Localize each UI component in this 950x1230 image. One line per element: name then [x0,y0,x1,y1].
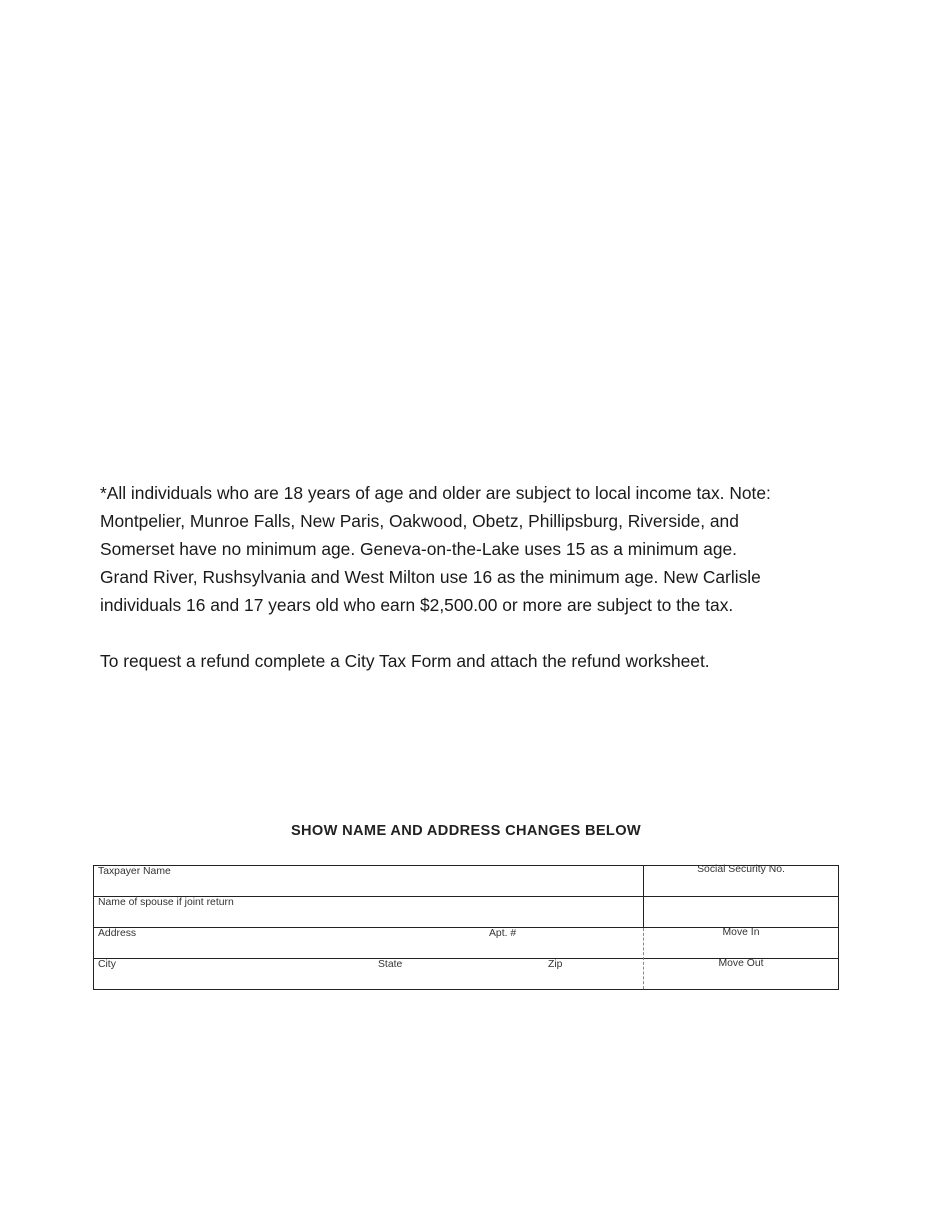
note-line: Grand River, Rushsylvania and West Milton use 16 as the minimum age. New Carlisle [100,567,761,587]
move-in-field[interactable]: Move In [722,927,760,938]
note-line: individuals 16 and 17 years old who earn $2,500.00 or more are subject to the tax. [100,595,734,615]
address-field[interactable]: Address [98,928,137,939]
taxpayer-name-field[interactable]: Taxpayer Name [98,866,171,877]
note-line: Montpelier, Munroe Falls, New Paris, Oakwood, Obetz, Phillipsburg, Riverside, and [100,511,739,531]
form-heading: SHOW NAME AND ADDRESS CHANGES BELOW [290,823,642,839]
refund-instruction: To request a refund complete a City Tax Form and attach the refund worksheet. [100,651,710,671]
age-requirement-note [100,479,840,619]
column-divider [643,866,644,927]
note-line: Somerset have no minimum age. Geneva-on-the-Lake uses 15 as a minimum age. [100,539,738,559]
name-address-change-form [93,865,839,990]
state-field[interactable]: State [378,959,403,970]
city-field[interactable]: City [98,959,116,970]
spouse-name-field[interactable]: Name of spouse if joint return [98,897,234,908]
note-line: *All individuals who are 18 years of age and older are subject to local income tax. Note: [100,483,771,503]
apt-field[interactable]: Apt. # [489,928,517,939]
ssn-field[interactable]: Social Security No. [697,864,785,875]
zip-field[interactable]: Zip [548,959,563,970]
move-out-field[interactable]: Move Out [718,958,764,969]
